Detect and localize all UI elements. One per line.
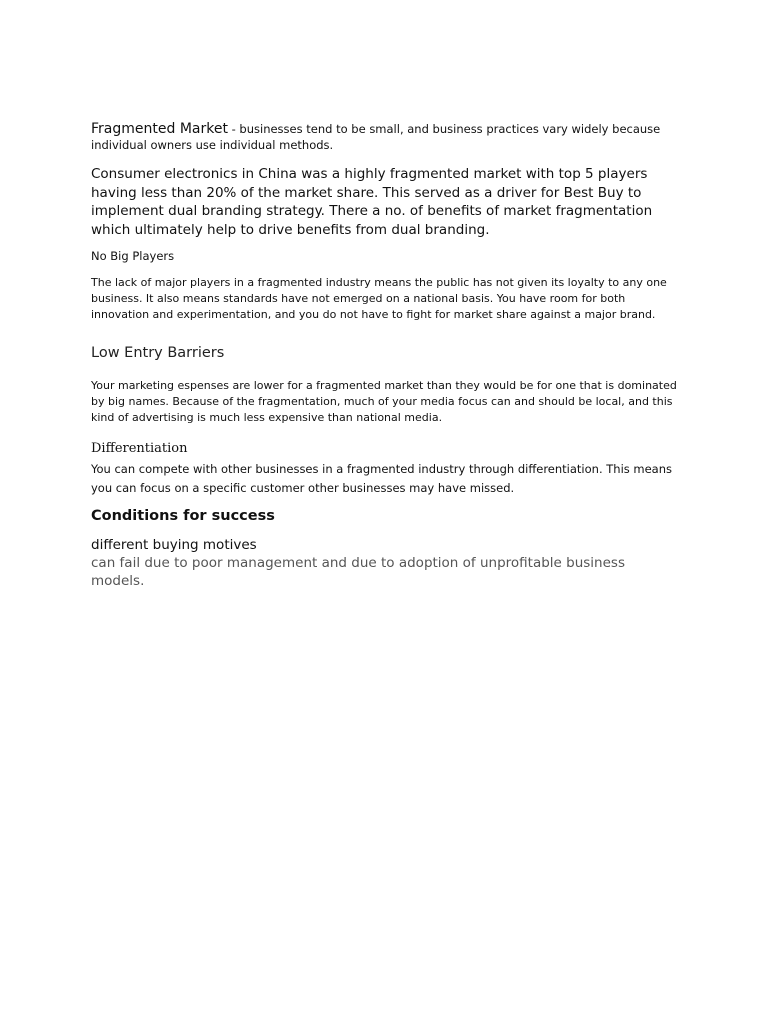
no-big-players-heading: No Big Players xyxy=(91,249,175,263)
differentiation-heading: Differentiation xyxy=(91,441,188,456)
fragmented-market-term: Fragmented Market xyxy=(91,121,228,137)
conditions-heading: Conditions for success xyxy=(91,508,275,524)
low-entry-barriers-heading: Low Entry Barriers xyxy=(91,345,225,361)
fragmented-market-paragraph xyxy=(91,121,681,153)
consumer-electronics-paragraph: Consumer electronics in China was a highly fragmented market with top 5 players having less than 20% of the market share. This served as a driver for Best Buy to implement dual branding strategy. There a no. of benefits of market fragmentation which ultimately help to drive benefits from dual branding. xyxy=(91,166,653,238)
low-entry-barriers-paragraph: Your marketing espenses are lower for a fragmented market than they would be for one that is dominated by big names. Because of the fragmentation, much of your media focus can and should be local, and this kind of advertising is much less expensive than national media. xyxy=(91,379,677,424)
differentiation-paragraph: You can compete with other businesses in a fragmented industry through differentiation. This means you can focus on a specific customer other businesses may have missed. xyxy=(91,462,673,495)
no-big-players-paragraph: The lack of major players in a fragmented industry means the public has not given its loyalty to any one business. It also means standards have not emerged on a national basis. You have room for both innovation and experimentation, and you do not have to fight for market share against a major brand. xyxy=(91,276,667,321)
conditions-line-motives: different buying motives xyxy=(91,537,257,553)
conditions-line-fail: can fail due to poor management and due to adoption of unprofitable business models. xyxy=(91,555,625,589)
fragmented-market-definition: - businesses tend to be small, and business practices vary widely because individual owners use individual methods. xyxy=(91,122,661,152)
